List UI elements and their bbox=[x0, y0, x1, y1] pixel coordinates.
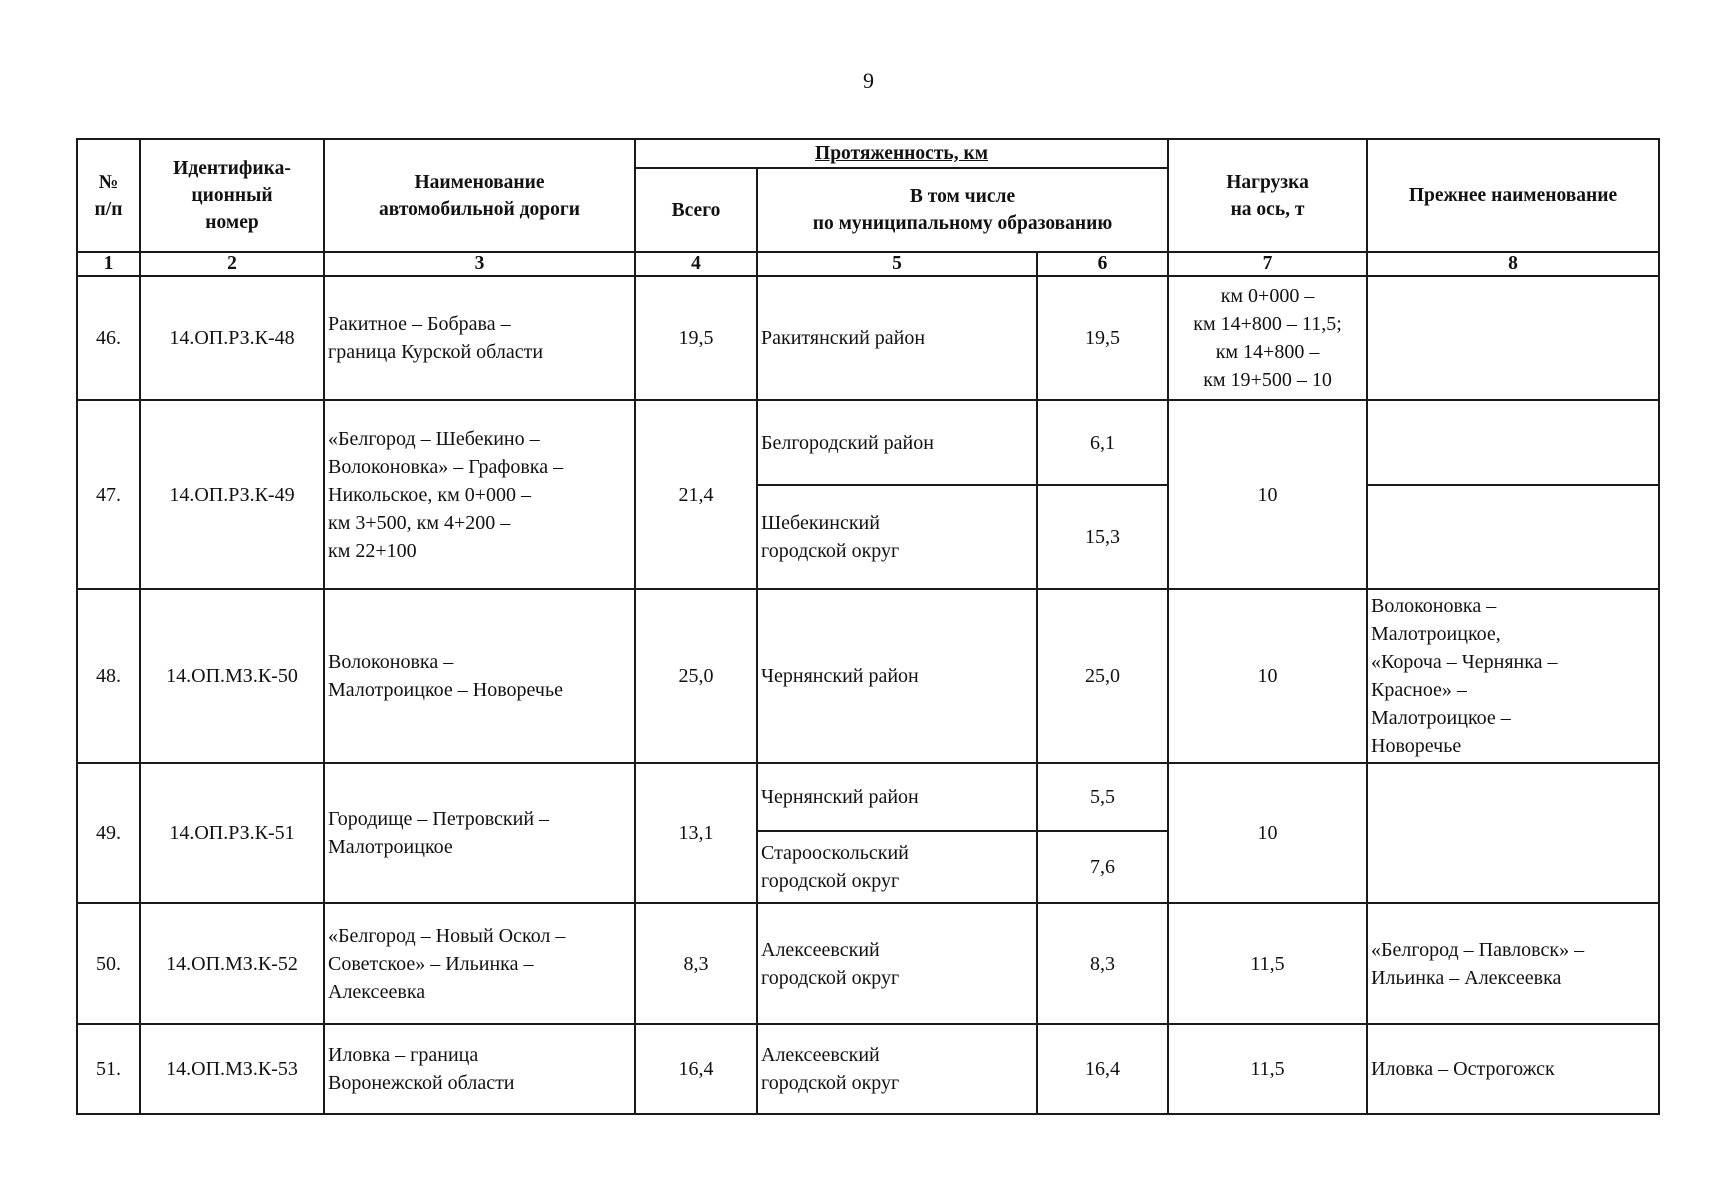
row-number: 49. bbox=[77, 763, 140, 903]
municipality-name: Чернянский район bbox=[757, 589, 1037, 763]
table-header bbox=[77, 139, 1659, 276]
municipality-name: Шебекинский городской округ bbox=[757, 485, 1037, 589]
table-row bbox=[77, 276, 1659, 400]
row-number: 48. bbox=[77, 589, 140, 763]
table-row bbox=[77, 589, 1659, 763]
column-number: 5 bbox=[757, 252, 1037, 276]
municipality-length: 25,0 bbox=[1037, 589, 1168, 763]
municipality-name: Алексеевский городской округ bbox=[757, 1024, 1037, 1114]
municipality-length: 6,1 bbox=[1037, 400, 1168, 485]
former-name bbox=[1367, 276, 1659, 400]
table-body bbox=[77, 276, 1659, 1114]
row-number: 47. bbox=[77, 400, 140, 589]
column-number: 3 bbox=[324, 252, 635, 276]
municipality-name: Ракитянский район bbox=[757, 276, 1037, 400]
axle-load: 11,5 bbox=[1168, 1024, 1367, 1114]
road-identifier: 14.ОП.МЗ.К-53 bbox=[140, 1024, 324, 1114]
header-identifier: Идентифика- ционный номер bbox=[140, 139, 324, 252]
length-total: 8,3 bbox=[635, 903, 757, 1024]
page-number: 9 bbox=[863, 68, 874, 93]
municipality-length: 8,3 bbox=[1037, 903, 1168, 1024]
table-row bbox=[77, 1024, 1659, 1114]
column-number: 6 bbox=[1037, 252, 1168, 276]
header-including: В том числе по муниципальному образованию bbox=[757, 168, 1168, 252]
road-identifier: 14.ОП.МЗ.К-52 bbox=[140, 903, 324, 1024]
column-number: 1 bbox=[77, 252, 140, 276]
municipality-length: 16,4 bbox=[1037, 1024, 1168, 1114]
column-number: 4 bbox=[635, 252, 757, 276]
length-total: 13,1 bbox=[635, 763, 757, 903]
road-name: Иловка – граница Воронежской области bbox=[324, 1024, 635, 1114]
former-name: «Белгород – Павловск» – Ильинка – Алексеевка bbox=[1367, 903, 1659, 1024]
header-road-name: Наименование автомобильной дороги bbox=[324, 139, 635, 252]
axle-load: 10 bbox=[1168, 589, 1367, 763]
column-number: 2 bbox=[140, 252, 324, 276]
road-name: Ракитное – Бобрава – граница Курской области bbox=[324, 276, 635, 400]
former-name: Иловка – Острогожск bbox=[1367, 1024, 1659, 1114]
municipality-name: Белгородский район bbox=[757, 400, 1037, 485]
length-total: 16,4 bbox=[635, 1024, 757, 1114]
column-number: 8 bbox=[1367, 252, 1659, 276]
header-length-group: Протяженность, км bbox=[635, 139, 1168, 168]
former-name: Волоконовка – Малотроицкое, «Короча – Чернянка – Красное» – Малотроицкое – Новоречье bbox=[1367, 589, 1659, 763]
road-identifier: 14.ОП.РЗ.К-48 bbox=[140, 276, 324, 400]
axle-load: 11,5 bbox=[1168, 903, 1367, 1024]
length-total: 25,0 bbox=[635, 589, 757, 763]
header-number: № п/п bbox=[77, 139, 140, 252]
length-total: 21,4 bbox=[635, 400, 757, 589]
header-axle-load: Нагрузка на ось, т bbox=[1168, 139, 1367, 252]
municipality-name: Старооскольский городской округ bbox=[757, 831, 1037, 903]
row-number: 50. bbox=[77, 903, 140, 1024]
municipality-name: Алексеевский городской округ bbox=[757, 903, 1037, 1024]
axle-load: км 0+000 – км 14+800 – 11,5; км 14+800 – км 19+500 – 10 bbox=[1168, 276, 1367, 400]
table-row bbox=[77, 903, 1659, 1024]
column-number: 7 bbox=[1168, 252, 1367, 276]
row-number: 51. bbox=[77, 1024, 140, 1114]
road-identifier: 14.ОП.РЗ.К-49 bbox=[140, 400, 324, 589]
municipality-length: 7,6 bbox=[1037, 831, 1168, 903]
header-total: Всего bbox=[635, 168, 757, 252]
axle-load: 10 bbox=[1168, 763, 1367, 903]
road-name: «Белгород – Новый Оскол – Советское» – Ильинка – Алексеевка bbox=[324, 903, 635, 1024]
roads-table bbox=[76, 138, 1660, 1115]
former-name bbox=[1367, 400, 1659, 485]
table-row bbox=[77, 763, 1659, 831]
road-name: Волоконовка – Малотроицкое – Новоречье bbox=[324, 589, 635, 763]
municipality-length: 15,3 bbox=[1037, 485, 1168, 589]
road-name: «Белгород – Шебекино – Волоконовка» – Графовка – Никольское, км 0+000 – км 3+500, км 4+200 – км 22+100 bbox=[324, 400, 635, 589]
municipality-length: 19,5 bbox=[1037, 276, 1168, 400]
axle-load: 10 bbox=[1168, 400, 1367, 589]
header-former-name: Прежнее наименование bbox=[1367, 139, 1659, 252]
length-total: 19,5 bbox=[635, 276, 757, 400]
road-identifier: 14.ОП.РЗ.К-51 bbox=[140, 763, 324, 903]
road-name: Городище – Петровский – Малотроицкое bbox=[324, 763, 635, 903]
municipality-length: 5,5 bbox=[1037, 763, 1168, 831]
road-identifier: 14.ОП.МЗ.К-50 bbox=[140, 589, 324, 763]
row-number: 46. bbox=[77, 276, 140, 400]
former-name-empty bbox=[1367, 485, 1659, 589]
table-row bbox=[77, 400, 1659, 485]
municipality-name: Чернянский район bbox=[757, 763, 1037, 831]
former-name bbox=[1367, 763, 1659, 903]
